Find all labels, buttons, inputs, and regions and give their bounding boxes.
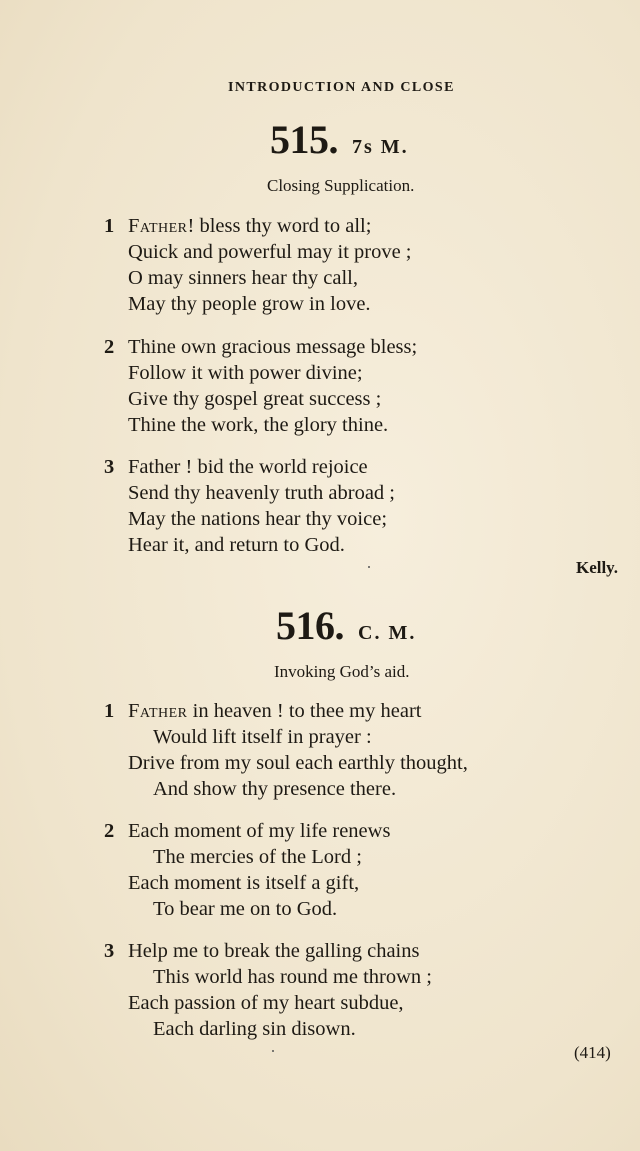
verse-line: Follow it with power divine; <box>128 362 363 384</box>
verse-number: 1 <box>104 700 115 722</box>
hymn-subtitle: Closing Supplication. <box>267 176 415 195</box>
verse-number: 2 <box>104 820 115 842</box>
hymn-number: 516. <box>276 603 344 648</box>
verse-number: 2 <box>104 336 115 358</box>
hymn-number: 515. <box>270 117 338 162</box>
verse-line: And show thy presence there. <box>153 778 397 800</box>
verse-line: To bear me on to God. <box>153 898 338 920</box>
verse-line: Drive from my soul each earthly thought, <box>128 752 468 774</box>
verse-line: Each darling sin disown. <box>153 1018 356 1040</box>
verse-line: The mercies of the Lord ; <box>153 846 362 868</box>
verse-line: Give thy gospel great success ; <box>128 388 382 410</box>
printer-mark <box>272 1050 274 1052</box>
verse-line: Thine own gracious message bless; <box>128 336 418 358</box>
verse-number: 3 <box>104 940 115 962</box>
first-word: Father <box>128 700 188 722</box>
verse-line: May the nations hear thy voice; <box>128 508 388 530</box>
verse-line: Send thy heavenly truth abroad ; <box>128 482 396 504</box>
hymn-meter: 7s M. <box>352 136 409 158</box>
verse-line: O may sinners hear thy call, <box>128 267 358 289</box>
printer-mark <box>368 566 370 568</box>
hymn-516-heading <box>276 602 416 649</box>
verse-line: Each moment is itself a gift, <box>128 872 360 894</box>
verse-number: 1 <box>104 215 115 237</box>
verse-number: 3 <box>104 456 115 478</box>
verse-line: This world has round me thrown ; <box>153 966 432 988</box>
verse-line: Quick and powerful may it prove ; <box>128 241 412 263</box>
verse-line: Would lift itself in prayer : <box>153 726 372 748</box>
running-head: INTRODUCTION AND CLOSE <box>228 80 455 95</box>
verse-line: Each moment of my life renews <box>128 820 391 842</box>
verse-line: Thine the work, the glory thine. <box>128 414 389 436</box>
hymn-515-heading <box>270 116 409 163</box>
verse-line: Hear it, and return to God. <box>128 534 345 556</box>
verse-line: Each passion of my heart subdue, <box>128 992 404 1014</box>
first-line-rest: in heaven ! to thee my heart <box>187 700 422 722</box>
first-line-rest: ! bless thy word to all; <box>187 215 372 237</box>
verse-line <box>128 698 421 724</box>
page-number: (414) <box>574 1043 611 1062</box>
verse-line: Help me to break the galling chains <box>128 940 420 962</box>
verse-line: Father ! bid the world rejoice <box>128 456 368 478</box>
hymn-meter: C. M. <box>358 622 417 644</box>
verse-line <box>128 213 371 239</box>
first-word: Father <box>128 215 188 237</box>
hymn-subtitle: Invoking God’s aid. <box>274 662 410 681</box>
hymn-author: Kelly. <box>575 558 618 577</box>
verse-line: May thy people grow in love. <box>128 293 371 315</box>
